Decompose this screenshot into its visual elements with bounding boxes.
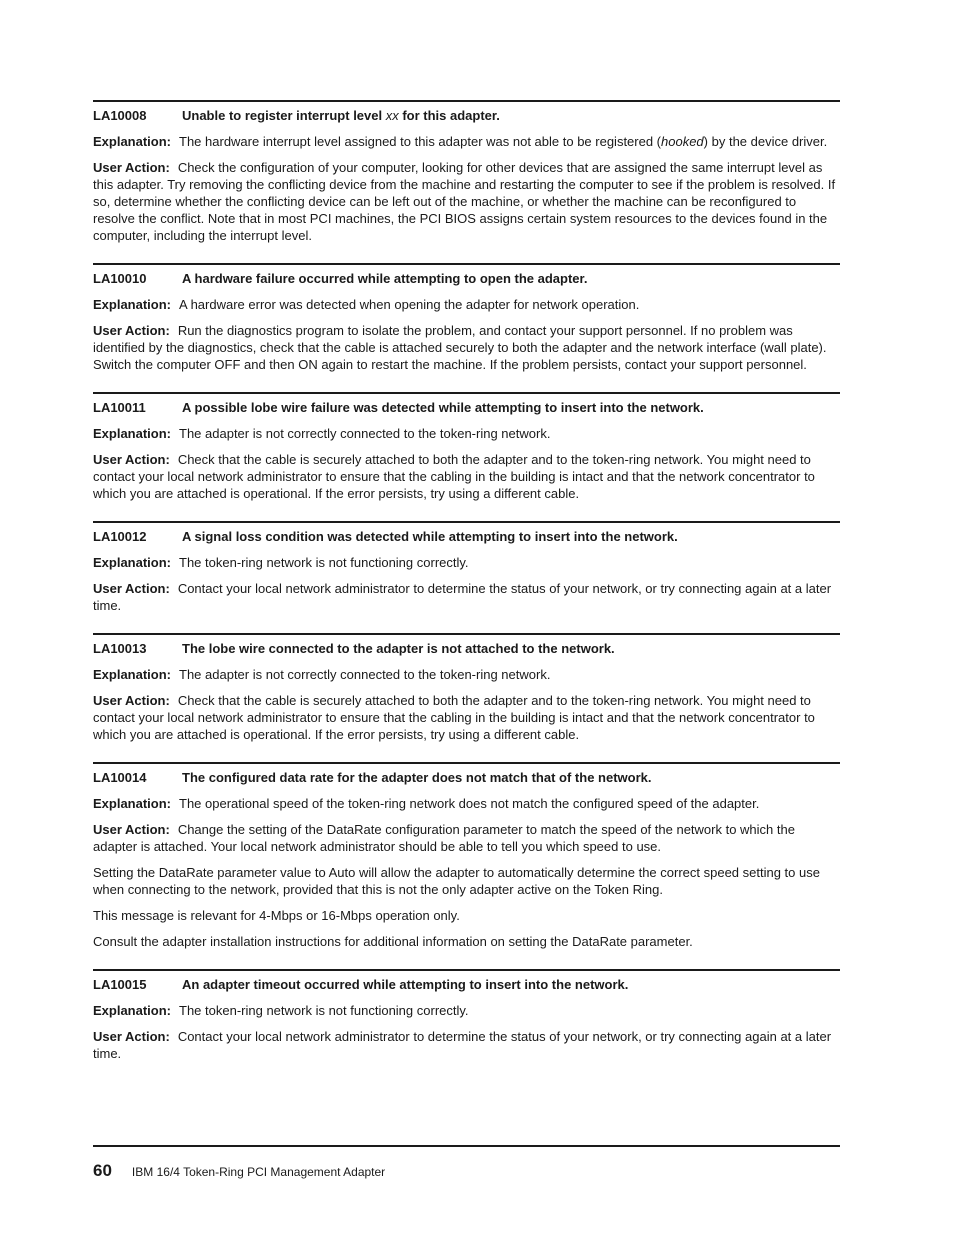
user-action-label: User Action:	[93, 1029, 170, 1044]
message-title	[182, 107, 840, 124]
message-header	[93, 399, 840, 416]
explanation-label: Explanation:	[93, 667, 172, 682]
user-action-text: Check the configuration of your computer, looking for other devices that are assigned the same interrupt level as this adapter. Try removing the conflicting device from the machine and restarting the computer to see if the problem is resolved. If so, determine whether the conflicting device can be left out of the machine, or whether the machine can be reconfigured to resolve the conflict. Note that in most PCI machines, the PCI BIOS assigns certain system resources to the devices found in the computer, including the interrupt level.	[93, 160, 836, 243]
explanation	[93, 795, 840, 812]
message-title-part: Unable to register interrupt level	[182, 108, 386, 123]
explanation	[93, 554, 840, 571]
user-action-label: User Action:	[93, 323, 170, 338]
user-action-text: Run the diagnostics program to isolate the problem, and contact your support personnel. If no problem was identified by the diagnostics, check that the cable is attached securely to both the adapter and the network interface (wall plate). Switch the computer OFF and then ON again to restart the machine. If the problem persists, contact your support personnel.	[93, 323, 827, 372]
user-action-label: User Action:	[93, 160, 170, 175]
user-action-text: Contact your local network administrator to determine the status of your network, or try connecting again at a later time.	[93, 1029, 832, 1061]
message-code: LA10013	[93, 641, 147, 656]
message-title: A hardware failure occurred while attempting to open the adapter.	[182, 271, 588, 286]
explanation	[93, 296, 840, 313]
explanation-text: The adapter is not correctly connected to the token-ring network.	[179, 426, 551, 441]
message-la10014	[93, 762, 840, 950]
message-header	[93, 976, 840, 993]
user-action-text: Check that the cable is securely attached to both the adapter and to the token-ring network. You might need to contact your local network administrator to ensure that the cabling in the building is intact and that the network concentrator to which you are attached is operational. If the error persists, try using a different cable.	[93, 693, 815, 742]
note-paragraph: This message is relevant for 4-Mbps or 16-Mbps operation only.	[93, 908, 460, 923]
user-action-label: User Action:	[93, 581, 170, 596]
message-la10010	[93, 263, 840, 373]
user-action	[93, 322, 840, 373]
user-action	[93, 451, 840, 502]
message-title: An adapter timeout occurred while attempting to insert into the network.	[182, 977, 629, 992]
explanation-text: The operational speed of the token-ring network does not match the configured speed of the adapter.	[179, 796, 760, 811]
book-title: IBM 16/4 Token-Ring PCI Management Adapter	[131, 1165, 386, 1179]
explanation-label: Explanation:	[93, 1003, 172, 1018]
message-header	[93, 270, 840, 287]
message-title: The configured data rate for the adapter does not match that of the network.	[182, 770, 652, 785]
message-code: LA10010	[93, 271, 147, 286]
message-la10012	[93, 521, 840, 614]
message-list	[93, 100, 840, 1081]
explanation-label: Explanation:	[93, 134, 172, 149]
user-action-label: User Action:	[93, 693, 170, 708]
message-title: The lobe wire connected to the adapter is not attached to the network.	[182, 641, 615, 656]
user-action	[93, 159, 840, 244]
explanation-text: ) by the device driver.	[703, 134, 828, 149]
message-code: LA10008	[93, 108, 147, 123]
user-action	[93, 580, 840, 614]
message-header	[93, 640, 840, 657]
message-header	[93, 769, 840, 786]
note-paragraph: Consult the adapter installation instructions for additional information on setting the DataRate parameter.	[93, 934, 693, 949]
message-code: LA10011	[93, 400, 146, 415]
user-action-label: User Action:	[93, 822, 170, 837]
message-la10011	[93, 392, 840, 502]
explanation-text: The hardware interrupt level assigned to this adapter was not able to be registered (	[179, 134, 662, 149]
message-title: A signal loss condition was detected while attempting to insert into the network.	[182, 529, 678, 544]
explanation-label: Explanation:	[93, 796, 172, 811]
user-action-text: Change the setting of the DataRate configuration parameter to match the speed of the network to which the adapter is attached. Your local network administrator should be able to tell you which speed to use.	[93, 822, 795, 854]
explanation	[93, 133, 840, 150]
explanation	[93, 1002, 840, 1019]
user-action-text: Check that the cable is securely attached to both the adapter and to the token-ring network. You might need to contact your local network administrator to ensure that the cabling in the building is intact and that the network concentrator to which you are attached is operational. If the error persists, try using a different cable.	[93, 452, 815, 501]
message-la10015	[93, 969, 840, 1062]
explanation-label: Explanation:	[93, 555, 172, 570]
note-paragraph: Setting the DataRate parameter value to Auto will allow the adapter to automatically determine the correct speed setting to use when connecting to the network, provided that this is not the only adapter active on the Token Ring.	[93, 865, 820, 897]
page-footer	[93, 1145, 840, 1181]
page-number: 60	[93, 1161, 112, 1180]
message-code: LA10014	[93, 770, 147, 785]
user-action	[93, 821, 840, 855]
explanation	[93, 425, 840, 442]
explanation-emphasis: hooked	[661, 134, 704, 149]
explanation-text: A hardware error was detected when opening the adapter for network operation.	[179, 297, 640, 312]
user-action	[93, 1028, 840, 1062]
explanation	[93, 666, 840, 683]
message-title-variable: xx	[385, 108, 399, 123]
explanation-text: The token-ring network is not functioning correctly.	[179, 555, 469, 570]
message-la10013	[93, 633, 840, 743]
message-code: LA10015	[93, 977, 147, 992]
message-code: LA10012	[93, 529, 147, 544]
explanation-text: The adapter is not correctly connected to the token-ring network.	[179, 667, 551, 682]
explanation-text: The token-ring network is not functioning correctly.	[179, 1003, 469, 1018]
user-action	[93, 692, 840, 743]
message-title: A possible lobe wire failure was detected while attempting to insert into the network.	[182, 400, 704, 415]
message-la10008	[93, 100, 840, 244]
message-header	[93, 528, 840, 545]
explanation-label: Explanation:	[93, 426, 172, 441]
user-action-text: Contact your local network administrator to determine the status of your network, or try connecting again at a later time.	[93, 581, 832, 613]
message-title-part: for this adapter.	[398, 108, 500, 123]
explanation-label: Explanation:	[93, 297, 172, 312]
user-action-label: User Action:	[93, 452, 170, 467]
message-header	[93, 107, 840, 124]
